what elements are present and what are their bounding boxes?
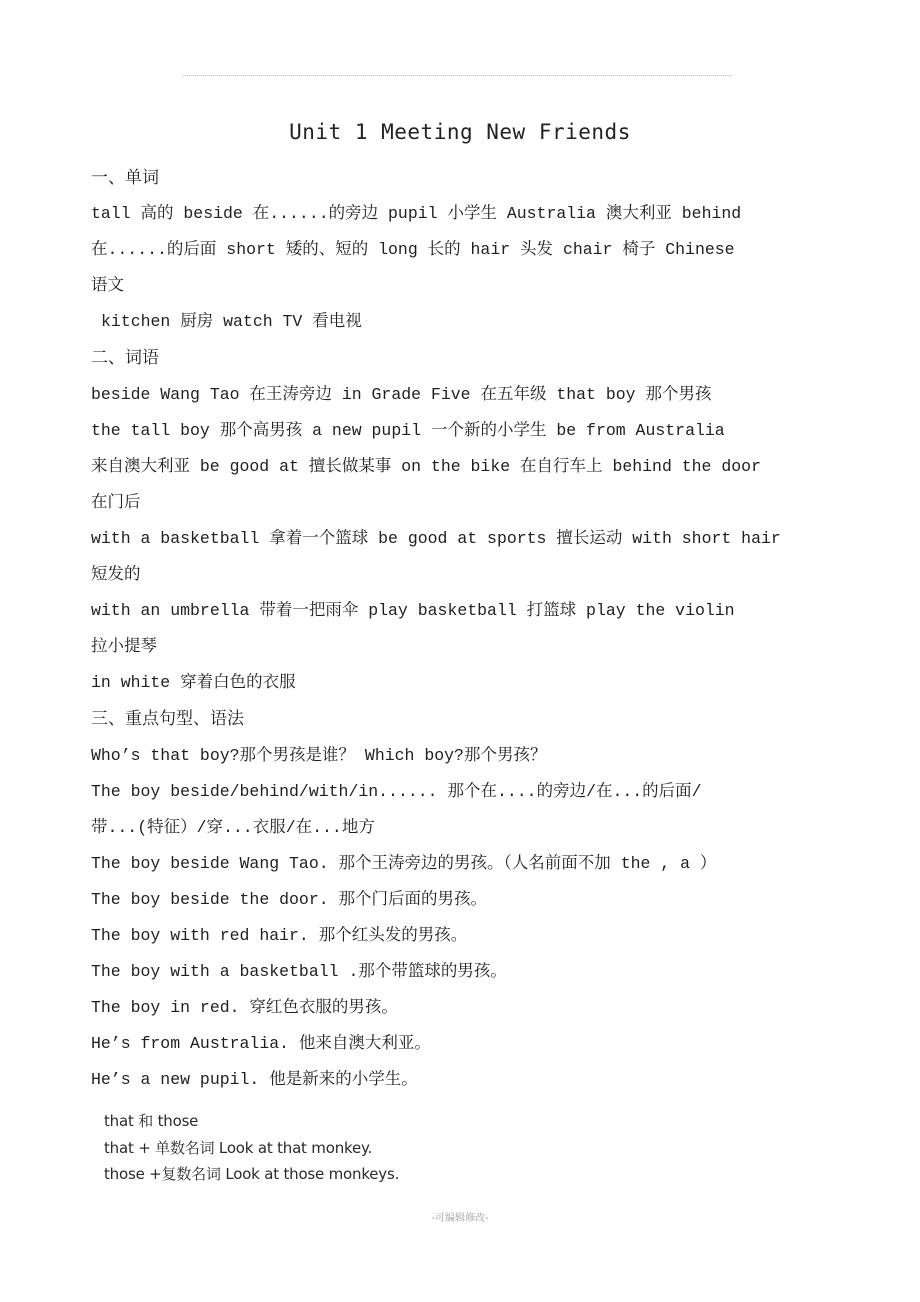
- note-line: that 和 those: [104, 1112, 199, 1130]
- text-line: 来自澳大利亚 be good at 擅长做某事 on the bike 在自行车上 behind the door: [91, 456, 761, 476]
- text-line: The boy beside/behind/with/in...... 那个在....的旁边/在...的后面/: [91, 781, 702, 801]
- footer-note: -可编辑修改-: [431, 1213, 489, 1224]
- text-line: tall 高的 beside 在......的旁边 pupil 小学生 Australia 澳大利亚 behind: [91, 204, 742, 224]
- text-line: 短发的: [91, 565, 141, 585]
- note-line: that + 单数名词 Look at that monkey.: [104, 1138, 373, 1157]
- text-line: The boy beside Wang Tao. 那个王涛旁边的男孩。（人名前面不加 the , a ）: [91, 853, 717, 873]
- section-heading: 三、重点句型、语法: [91, 709, 244, 730]
- text-line: 语文: [91, 276, 124, 296]
- text-line: 带...(特征）/穿...衣服/在...地方: [91, 817, 375, 837]
- note-line: those +复数名词 Look at those monkeys.: [104, 1165, 400, 1183]
- page-title: Unit 1 Meeting New Friends: [289, 120, 631, 144]
- text-line: 在门后: [91, 492, 141, 512]
- document-body: [91, 160, 891, 1098]
- section-heading: 一、单词: [91, 168, 159, 188]
- text-line: The boy with red hair. 那个红头发的男孩。: [91, 925, 468, 945]
- text-line: kitchen 厨房 watch TV 看电视: [101, 312, 362, 332]
- text-line: 拉小提琴: [91, 637, 157, 657]
- text-line: beside Wang Tao 在王涛旁边 in Grade Five 在五年级 that boy 那个男孩: [91, 384, 712, 404]
- text-line: The boy in red. 穿红色衣服的男孩。: [91, 998, 398, 1018]
- text-line: Who’s that boy?那个男孩是谁？ Which boy?那个男孩？: [91, 745, 547, 765]
- text-line: He’s from Australia. 他来自澳大利亚。: [91, 1034, 431, 1054]
- text-line: in white 穿着白色的衣服: [91, 673, 296, 693]
- grammar-note-image: [104, 1108, 464, 1188]
- text-line: 在......的后面 short 矮的、短的 long 长的 hair 头发 chair 椅子 Chinese: [91, 240, 735, 260]
- header-rule: [183, 75, 732, 76]
- text-line: with an umbrella 带着一把雨伞 play basketball 打篮球 play the violin: [91, 601, 735, 621]
- text-line: The boy beside the door. 那个门后面的男孩。: [91, 889, 488, 909]
- section-heading: 二、词语: [91, 348, 159, 369]
- text-line: He’s a new pupil. 他是新来的小学生。: [91, 1070, 418, 1090]
- text-line: with a basketball 拿着一个篮球 be good at sports 擅长运动 with short hair: [91, 528, 781, 548]
- text-line: The boy with a basketball .那个带篮球的男孩。: [91, 962, 507, 982]
- text-line: the tall boy 那个高男孩 a new pupil 一个新的小学生 be from Australia: [91, 420, 725, 440]
